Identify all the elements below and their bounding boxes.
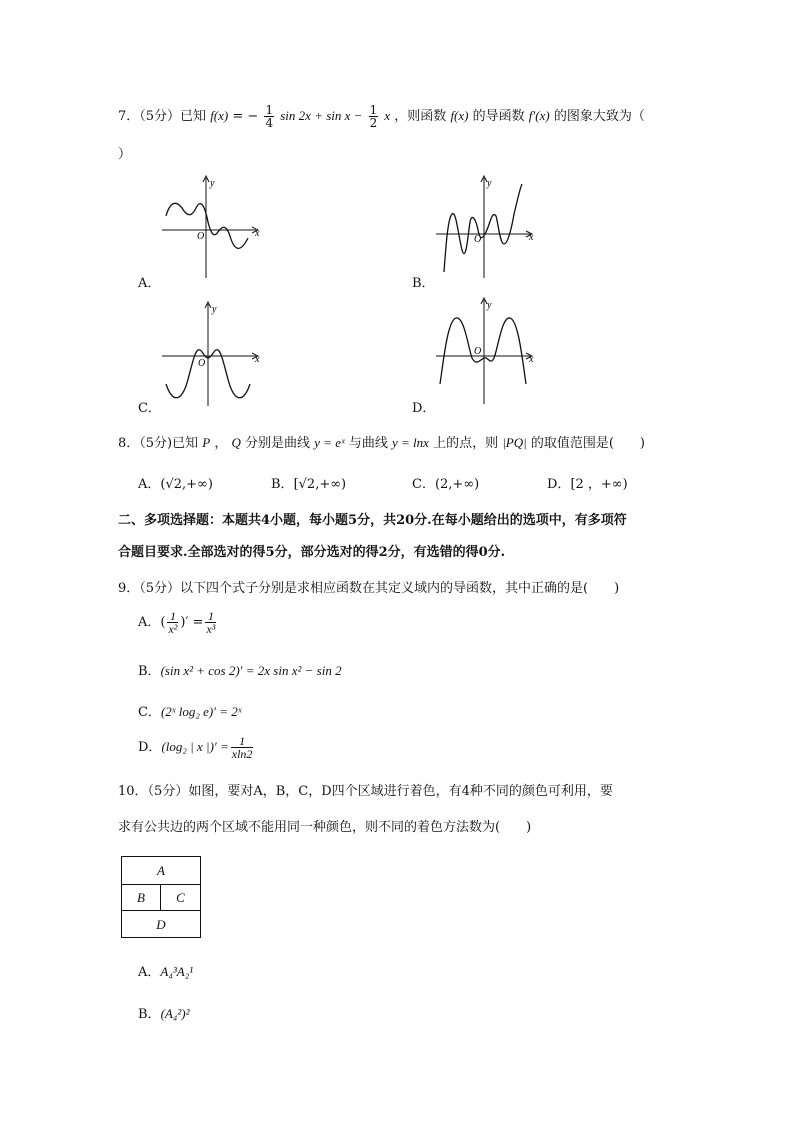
- section2-line1: 二、多项选择题：本题共4小题，每小题5分，共20分.在每小题给出的选项中，有多项符: [118, 513, 627, 528]
- graph-b-curve: [444, 184, 522, 272]
- q9-option-a[interactable]: A．( $\frac{1}{\text{x²}}$ )′ = $\frac{1}{\text{x³}}$: [138, 609, 216, 636]
- graph-b: [432, 174, 542, 280]
- q10-option-a[interactable]: A．A₄³A₂¹: [138, 964, 194, 980]
- region-b: B: [122, 885, 161, 910]
- graph-b-y-label: y: [487, 178, 492, 189]
- graph-d-y-label: y: [487, 300, 492, 311]
- region-a: A: [122, 857, 200, 885]
- q7-option-b[interactable]: B．: [412, 276, 435, 291]
- q8-curve2: y = lnx: [391, 435, 429, 450]
- graph-a-curve: [166, 203, 248, 248]
- q7-stem: [118, 104, 645, 129]
- q8-prefix: 8．（5分)已知: [118, 436, 199, 451]
- q7-close: ）: [118, 147, 132, 162]
- q7-mid2: 的导函数: [472, 109, 525, 124]
- q8-option-d[interactable]: D．[2 ，+∞): [547, 477, 628, 492]
- q9-option-b[interactable]: B．(sin x² + cos 2)′ = 2x sin x² − sin 2: [138, 663, 342, 679]
- region-d: D: [122, 910, 200, 938]
- graph-a-x-label: x: [255, 228, 260, 239]
- graph-d-curve: [440, 318, 526, 384]
- q9-option-c[interactable]: C．(2ˣ log₂ e)′ = 2ˣ: [138, 704, 242, 720]
- q7-tail: 的图象大致为（: [553, 109, 645, 124]
- q10-line1: 10．（5分）如图，要对A，B，C，D四个区域进行着色，有4种不同的颜色可利用，要: [118, 784, 613, 799]
- q7-prefix: 7．（5分）已知: [118, 109, 207, 124]
- graph-a: [158, 174, 268, 280]
- q8-option-a[interactable]: A．(√2,+∞): [138, 477, 213, 492]
- q7-frac1: $\frac{1}{4}$: [265, 103, 274, 130]
- graph-d: [432, 296, 542, 406]
- q7-fpx: f′(x): [528, 108, 550, 123]
- q9-option-d[interactable]: D．(log₂ | x |)′ = $\frac{1}{xln2}$: [138, 734, 253, 761]
- graph-c-x-label: x: [255, 354, 260, 365]
- q8-curve1: y = eˣ: [314, 435, 345, 450]
- graph-b-x-label: x: [529, 232, 534, 243]
- q7-fx: f(x): [210, 108, 229, 123]
- q9-stem: 9．（5分）以下四个式子分别是求相应函数在其定义域内的导函数，其中正确的是( ): [118, 581, 620, 596]
- q8-sep: ，: [214, 436, 228, 451]
- graph-d-x-label: x: [529, 354, 534, 365]
- q7-fx2: f(x): [450, 108, 469, 123]
- q10-option-b[interactable]: B．(A₄²)²: [138, 1006, 190, 1022]
- graph-d-origin-label: O: [474, 346, 482, 357]
- region-c: C: [176, 890, 185, 905]
- q8-option-b[interactable]: B．[√2,+∞): [271, 477, 347, 492]
- q8-stem: [118, 432, 645, 451]
- region-diagram: [121, 856, 201, 938]
- q8-mid1: 分别是曲线: [245, 436, 311, 451]
- graph-c-origin-label: O: [198, 358, 206, 369]
- q7-frac2: $\frac{1}{2}$: [369, 103, 378, 130]
- q7-term1: sin 2x + sin x −: [280, 108, 363, 123]
- q8-p: P: [202, 435, 211, 450]
- graph-c: [158, 300, 268, 410]
- q7-eq: =: [232, 109, 244, 124]
- q7-option-a[interactable]: A．: [138, 276, 161, 291]
- q8-option-c[interactable]: C．(2,+∞): [412, 477, 480, 492]
- graph-a-y-label: y: [210, 178, 215, 189]
- q8-pq: |PQ|: [502, 435, 527, 450]
- q8-mid2: 与曲线: [348, 436, 388, 451]
- graph-b-origin-label: O: [474, 234, 482, 245]
- graph-c-y-label: y: [212, 304, 217, 315]
- q7-option-d[interactable]: D．: [412, 401, 436, 416]
- q7-option-c[interactable]: C．: [138, 401, 161, 416]
- section2-line2: 合题目要求.全部选对的得5分，部分选对的得2分，有选错的得0分.: [118, 545, 506, 560]
- q8-mid3: 上的点，则: [433, 436, 499, 451]
- q8-q: Q: [231, 435, 241, 450]
- q8-tail: 的取值范围是( ): [530, 436, 645, 451]
- q7-minus: −: [247, 109, 259, 124]
- q7-mid: ，则函数: [394, 109, 447, 124]
- graph-a-origin-label: O: [197, 231, 205, 242]
- q7-term2: x: [384, 108, 391, 123]
- q10-line2: 求有公共边的两个区域不能用同一种颜色，则不同的着色方法数为( ): [118, 820, 532, 835]
